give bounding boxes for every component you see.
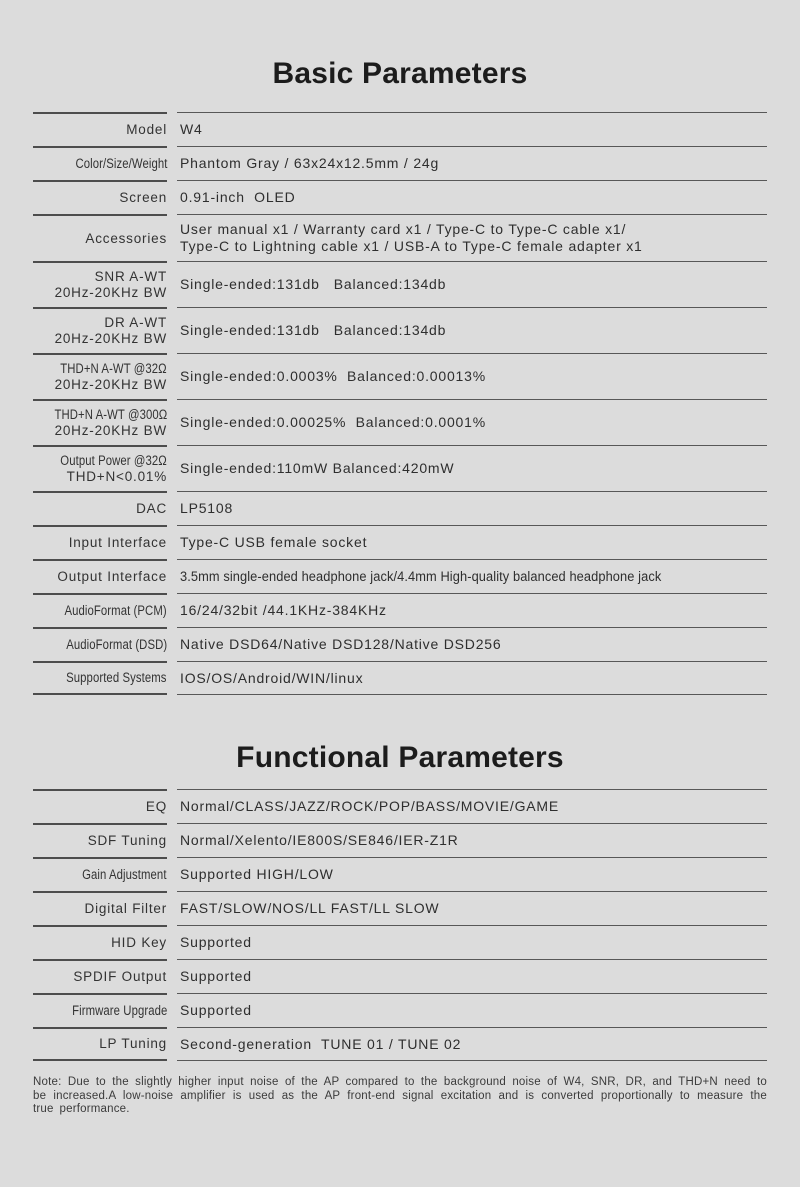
spec-label: Screen bbox=[33, 180, 167, 214]
spec-value: Supported HIGH/LOW bbox=[177, 857, 767, 891]
spec-label: LP Tuning bbox=[33, 1027, 167, 1061]
spec-value: 0.91-inch OLED bbox=[177, 180, 767, 214]
footnote-text: Note: Due to the slightly higher input noise of the AP compared to the background noise of W4, SNR, DR, and THD+N need to be increased.A low-noise amplifier is used as the AP front-end signal excitation and is converted proportionally to measure the true performance. bbox=[33, 1076, 767, 1115]
section-functional-parameters bbox=[0, 695, 800, 1061]
spec-row bbox=[0, 559, 800, 593]
spec-row bbox=[0, 891, 800, 925]
spec-label: THD+N A-WT @32Ω 20Hz-20KHz BW bbox=[33, 353, 167, 399]
spec-label: Output Power @32Ω THD+N<0.01% bbox=[33, 445, 167, 491]
spec-value: Single-ended:0.0003% Balanced:0.00013% bbox=[177, 353, 767, 399]
spec-row bbox=[0, 445, 800, 491]
spec-value: Normal/Xelento/IE800S/SE846/IER-Z1R bbox=[177, 823, 767, 857]
spec-value: IOS/OS/Android/WIN/linux bbox=[177, 661, 767, 695]
spec-value: W4 bbox=[177, 112, 767, 146]
spec-row bbox=[0, 627, 800, 661]
spec-value: Second-generation TUNE 01 / TUNE 02 bbox=[177, 1027, 767, 1061]
spec-value: Supported bbox=[177, 993, 767, 1027]
spec-row bbox=[0, 959, 800, 993]
spec-row bbox=[0, 525, 800, 559]
spec-label: DAC bbox=[33, 491, 167, 525]
spec-value: Single-ended:0.00025% Balanced:0.0001% bbox=[177, 399, 767, 445]
spec-row bbox=[0, 661, 800, 695]
spec-row bbox=[0, 353, 800, 399]
spec-row bbox=[0, 146, 800, 180]
spec-label: Gain Adjustment bbox=[33, 857, 167, 891]
spec-label: Supported Systems bbox=[33, 661, 167, 695]
spec-row bbox=[0, 399, 800, 445]
spec-row bbox=[0, 214, 800, 261]
spec-value: Native DSD64/Native DSD128/Native DSD256 bbox=[177, 627, 767, 661]
section-title-basic: Basic Parameters bbox=[272, 57, 528, 90]
spec-label: AudioFormat (PCM) bbox=[33, 593, 167, 627]
spec-row bbox=[0, 261, 800, 307]
spec-row bbox=[0, 491, 800, 525]
spec-value: FAST/SLOW/NOS/LL FAST/LL SLOW bbox=[177, 891, 767, 925]
basic-parameters-table bbox=[0, 112, 800, 695]
spec-label: THD+N A-WT @300Ω 20Hz-20KHz BW bbox=[33, 399, 167, 445]
spec-label: Color/Size/Weight bbox=[33, 146, 167, 180]
spec-value: Supported bbox=[177, 959, 767, 993]
spec-value: Supported bbox=[177, 925, 767, 959]
functional-parameters-table bbox=[0, 789, 800, 1061]
spec-row bbox=[0, 593, 800, 627]
spec-row bbox=[0, 857, 800, 891]
spec-label: Input Interface bbox=[33, 525, 167, 559]
spec-label: SPDIF Output bbox=[33, 959, 167, 993]
spec-row bbox=[0, 1027, 800, 1061]
spec-value: User manual x1 / Warranty card x1 / Type-C to Type-C cable x1/ Type-C to Lightning cable x1 / USB-A to Type-C female adapter x1 bbox=[177, 214, 767, 261]
spec-value: 16/24/32bit /44.1KHz-384KHz bbox=[177, 593, 767, 627]
spec-label: Firmware Upgrade bbox=[33, 993, 167, 1027]
spec-value: Type-C USB female socket bbox=[177, 525, 767, 559]
spec-label: Model bbox=[33, 112, 167, 146]
spec-value: Single-ended:110mW Balanced:420mW bbox=[177, 445, 767, 491]
spec-value: Normal/CLASS/JAZZ/ROCK/POP/BASS/MOVIE/GAME bbox=[177, 789, 767, 823]
spec-value: 3.5mm single-ended headphone jack/4.4mm High-quality balanced headphone jack bbox=[177, 559, 767, 593]
spec-label: DR A-WT 20Hz-20KHz BW bbox=[33, 307, 167, 353]
spec-row bbox=[0, 823, 800, 857]
spec-label: Digital Filter bbox=[33, 891, 167, 925]
spec-label: Output Interface bbox=[33, 559, 167, 593]
spec-row bbox=[0, 307, 800, 353]
spec-row bbox=[0, 925, 800, 959]
spec-label: EQ bbox=[33, 789, 167, 823]
spec-label: AudioFormat (DSD) bbox=[33, 627, 167, 661]
spec-label: Accessories bbox=[33, 214, 167, 261]
section-title-functional: Functional Parameters bbox=[236, 741, 564, 774]
spec-label: HID Key bbox=[33, 925, 167, 959]
spec-label: SDF Tuning bbox=[33, 823, 167, 857]
spec-value: Single-ended:131db Balanced:134db bbox=[177, 307, 767, 353]
spec-value: Phantom Gray / 63x24x12.5mm / 24g bbox=[177, 146, 767, 180]
spec-row bbox=[0, 180, 800, 214]
spec-row bbox=[0, 789, 800, 823]
spec-value: Single-ended:131db Balanced:134db bbox=[177, 261, 767, 307]
spec-label: SNR A-WT 20Hz-20KHz BW bbox=[33, 261, 167, 307]
spec-row bbox=[0, 993, 800, 1027]
spec-value: LP5108 bbox=[177, 491, 767, 525]
spec-row bbox=[0, 112, 800, 146]
